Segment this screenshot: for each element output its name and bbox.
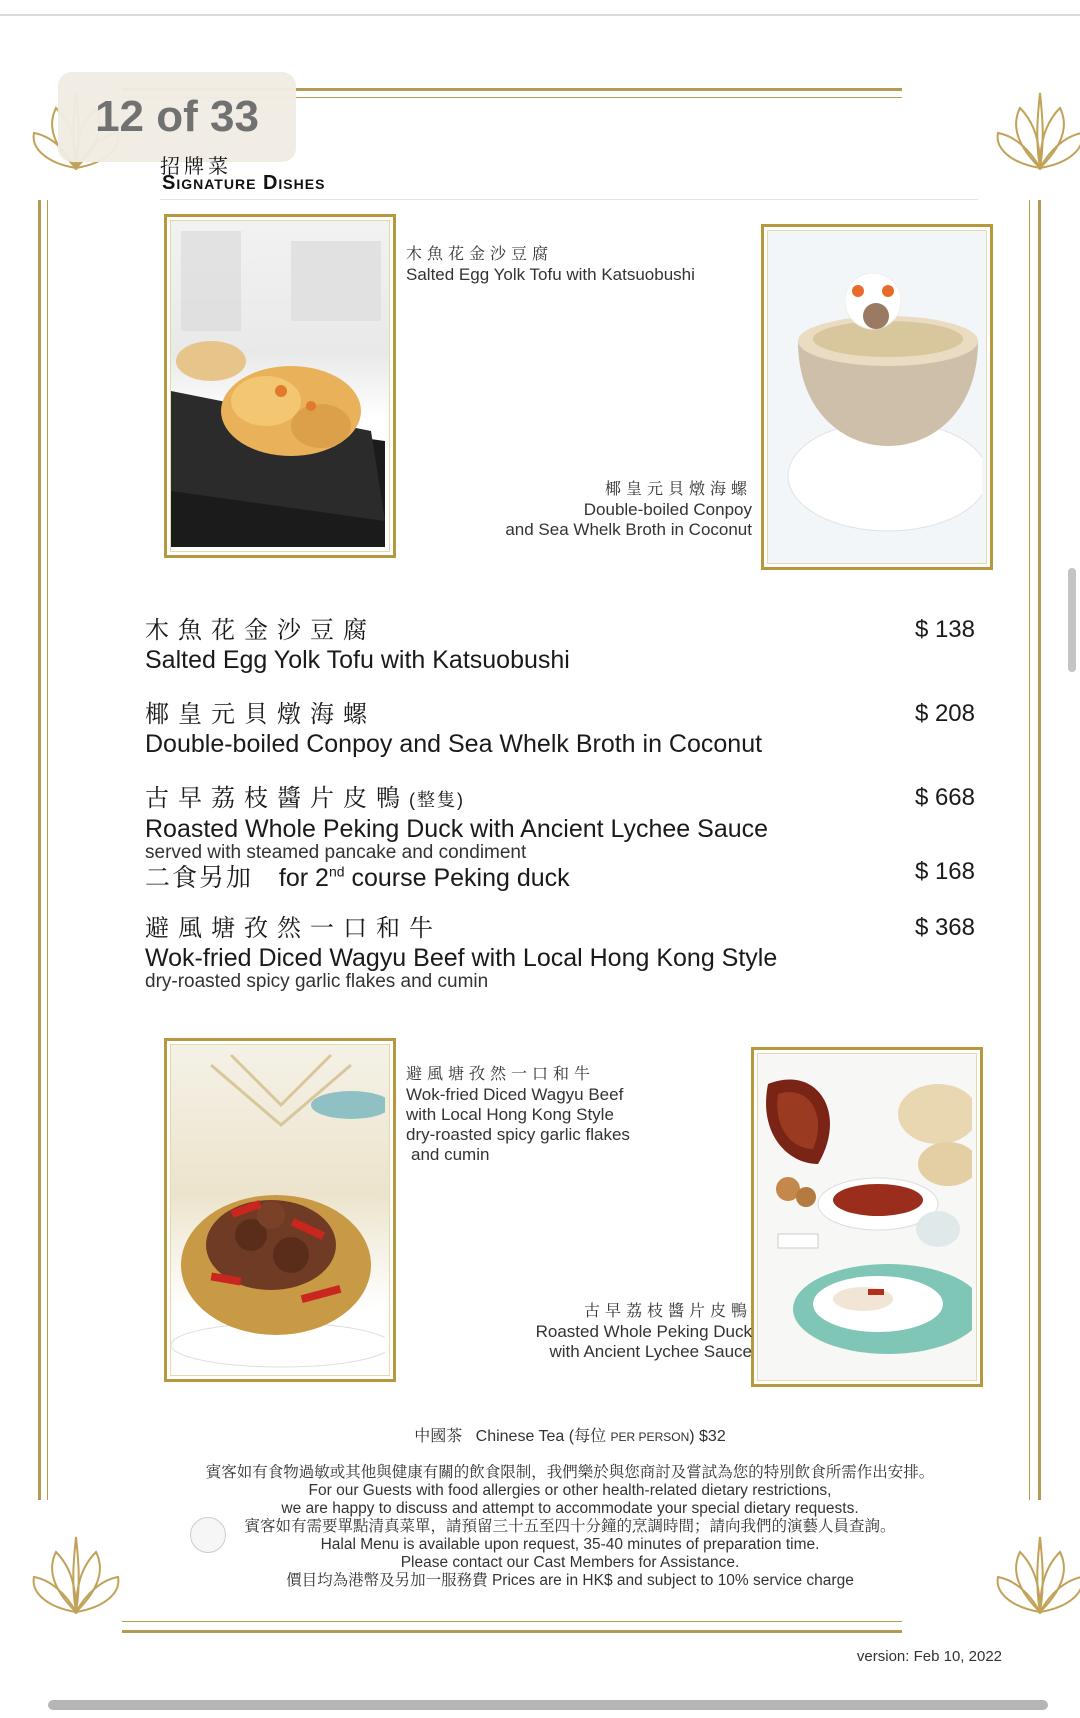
horizontal-scrollbar[interactable] — [48, 1700, 1048, 1710]
menu-item-cn: 木魚花金沙豆腐 — [145, 617, 376, 644]
vertical-scrollbar[interactable] — [1068, 568, 1076, 672]
section-divider — [160, 199, 978, 200]
tea-line — [160, 1423, 980, 1446]
tofu-photo — [164, 214, 396, 558]
menu-item-price: $ 668 — [914, 784, 975, 811]
note-line: 賓客如有食物過敏或其他與健康有關的飲食限制，我們樂於與您商討及嘗試為您的特別飲食所需作出安排。 — [205, 1464, 935, 1481]
note-line: we are happy to discuss and attempt to accommodate your special dietary requests. — [281, 1500, 859, 1517]
second-course-cn: 二食另加 — [145, 864, 254, 892]
peking-duck-caption — [430, 1302, 752, 1362]
menu-item-peking-duck — [145, 784, 975, 863]
section-title-cn: 招牌菜 — [160, 156, 232, 178]
peking-duck-caption-en-1: Roasted Whole Peking Duck — [535, 1322, 752, 1341]
tofu-caption — [406, 245, 736, 285]
second-course-en-prefix: for 2 — [278, 864, 329, 892]
lotus-ornament-icon — [990, 78, 1080, 178]
wagyu-caption-en-1: Wok-fried Diced Wagyu Beef — [406, 1085, 624, 1104]
peking-duck-caption-cn: 古早荔枝醬片皮鴨 — [583, 1303, 752, 1320]
tofu-caption-cn: 木魚花金沙豆腐 — [406, 246, 554, 263]
menu-item-wagyu — [145, 914, 975, 992]
note-line: Halal Menu is available upon request, 35-40 minutes of preparation time. — [320, 1536, 820, 1553]
note-line: 賓客如有需要單點清真菜單，請預留三十五至四十分鐘的烹調時間；請向我們的演藝人員查詢。 — [244, 1518, 896, 1535]
menu-item-en: Salted Egg Yolk Tofu with Katsuobushi — [145, 646, 570, 674]
peking-duck-photo — [751, 1047, 983, 1387]
conpoy-caption-en-1: Double-boiled Conpoy — [583, 500, 752, 519]
menu-item-cn: 避風塘孜然一口和牛 — [145, 915, 442, 942]
note-line: Please contact our Cast Members for Assistance. — [400, 1554, 740, 1571]
wagyu-caption-en-4: and cumin — [411, 1145, 490, 1164]
conpoy-photo — [761, 224, 993, 570]
version-label: version: Feb 10, 2022 — [856, 1648, 1002, 1665]
tea-per-cn: (每位 — [568, 1428, 607, 1445]
tea-en: Chinese Tea — [475, 1428, 565, 1445]
conpoy-caption-en-2: and Sea Whelk Broth in Coconut — [505, 520, 752, 539]
wagyu-caption — [406, 1065, 706, 1165]
menu-item-cn-note: (整隻) — [409, 790, 465, 810]
second-course-en-suffix: course Peking duck — [344, 864, 570, 892]
tea-per-en: PER PERSON — [610, 1430, 690, 1444]
menu-item-conpoy — [145, 700, 975, 758]
second-course-price: $ 168 — [914, 858, 975, 885]
wagyu-photo — [164, 1038, 396, 1382]
conpoy-caption-cn: 椰皇元貝燉海螺 — [604, 481, 752, 498]
note-line: For our Guests with food allergies or other health-related dietary restrictions, — [308, 1482, 832, 1499]
wagyu-caption-en-2: with Local Hong Kong Style — [406, 1105, 614, 1124]
second-course-en-sup: nd — [328, 863, 345, 880]
section-title-en: Signature Dishes — [162, 172, 326, 194]
menu-item-price: $ 368 — [914, 914, 975, 941]
tea-close: ) — [689, 1428, 695, 1445]
note-line: 價目均為港幣及另加一服務費 Prices are in HK$ and subject to 10% service charge — [286, 1572, 854, 1589]
menu-item-en: Wok-fried Diced Wagyu Beef with Local Hong Kong Style — [145, 944, 778, 972]
menu-item-desc: served with steamed pancake and condiment — [145, 842, 527, 863]
dietary-notes — [160, 1464, 980, 1590]
menu-item-en: Roasted Whole Peking Duck with Ancient Lychee Sauce — [145, 815, 769, 843]
menu-item-price: $ 208 — [914, 700, 975, 727]
conpoy-caption — [430, 480, 752, 540]
lotus-ornament-icon — [990, 1522, 1080, 1622]
menu-item-en: Double-boiled Conpoy and Sea Whelk Broth in Coconut — [145, 730, 763, 758]
wagyu-caption-en-3: dry-roasted spicy garlic flakes — [406, 1125, 630, 1144]
wagyu-caption-cn: 避風塘孜然一口和牛 — [406, 1066, 596, 1083]
menu-item-desc: dry-roasted spicy garlic flakes and cumin — [145, 971, 489, 992]
menu-item-cn-name: 古早荔枝醬片皮鴨 — [145, 785, 409, 812]
menu-item-cn: 椰皇元貝燉海螺 — [145, 701, 376, 728]
menu-item-cn — [145, 784, 975, 815]
tea-price: $32 — [699, 1428, 726, 1445]
tea-cn: 中國茶 — [414, 1428, 463, 1445]
peking-duck-caption-en-2: with Ancient Lychee Sauce — [549, 1342, 752, 1361]
second-course-row — [145, 858, 975, 894]
top-divider — [0, 14, 1080, 16]
lotus-ornament-icon — [26, 1522, 126, 1622]
tofu-caption-en: Salted Egg Yolk Tofu with Katsuobushi — [406, 265, 695, 284]
menu-item-price: $ 138 — [914, 616, 975, 643]
page-indicator: 12 of 33 — [58, 72, 296, 162]
halal-logo-icon — [190, 1517, 226, 1553]
menu-item-tofu — [145, 616, 975, 674]
